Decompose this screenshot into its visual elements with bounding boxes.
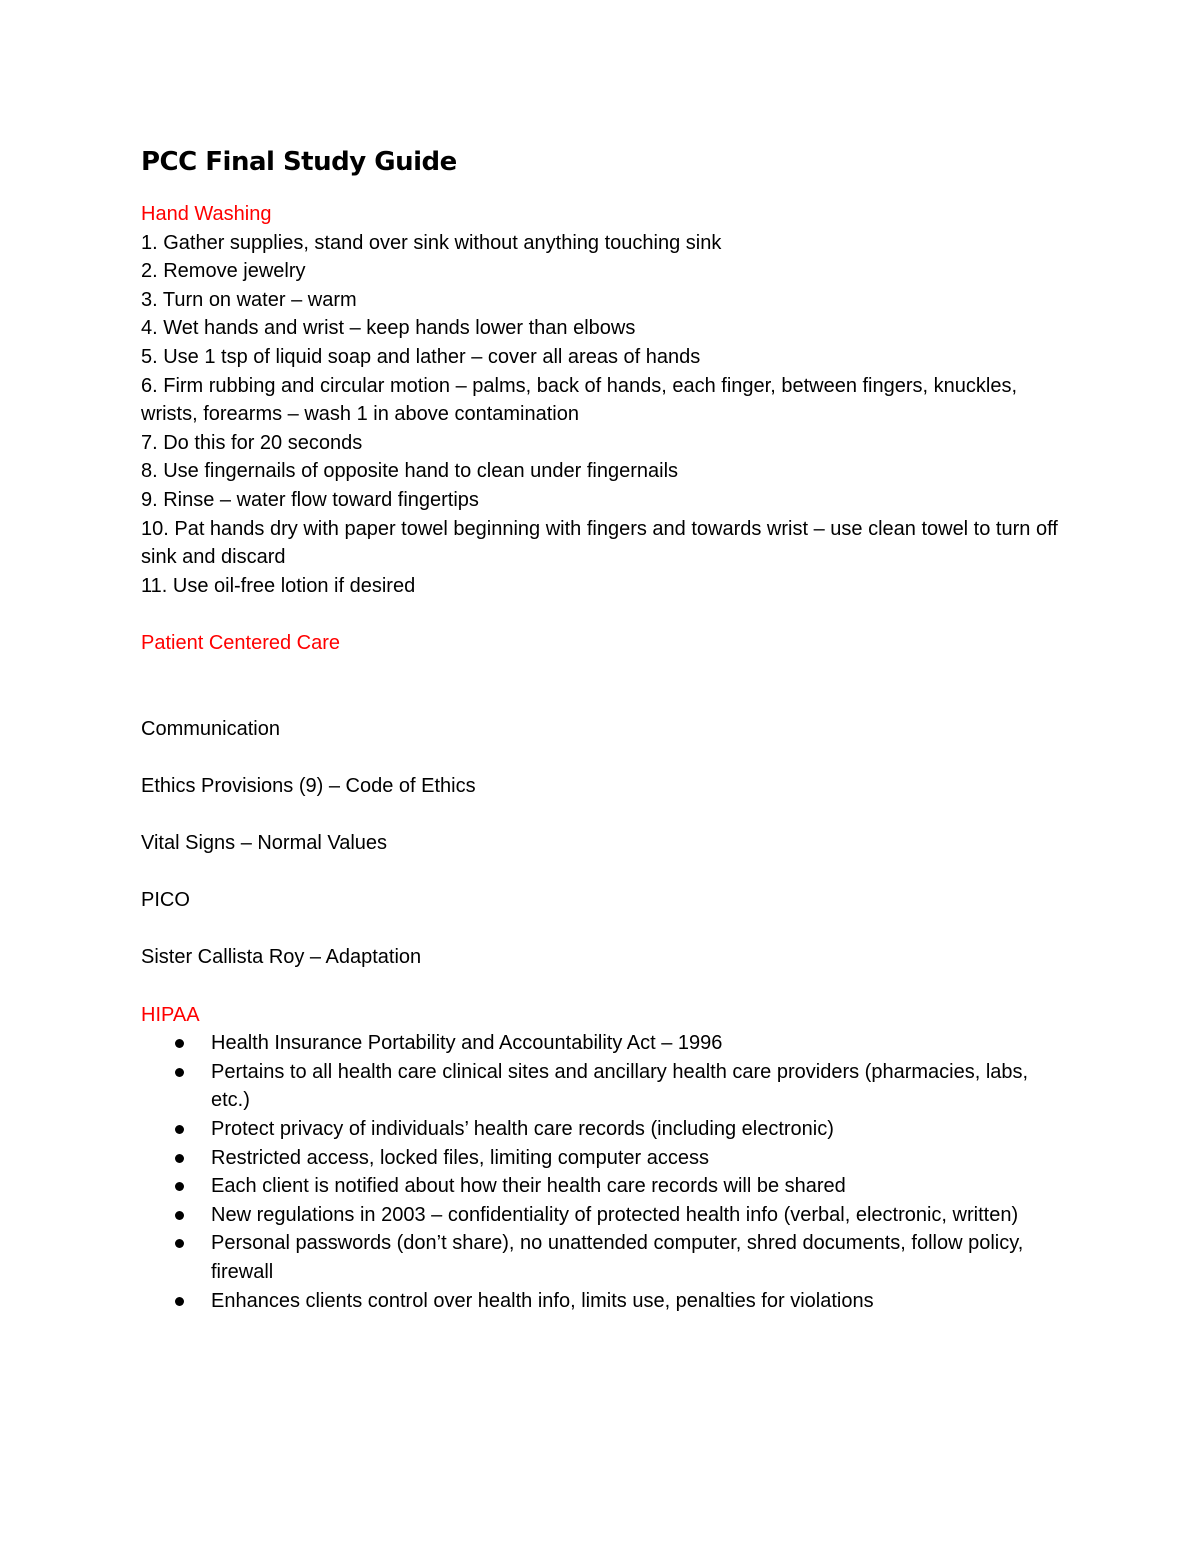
list-item: 4. Wet hands and wrist – keep hands lower than elbows — [141, 317, 636, 340]
list-item-text: Enhances clients control over health info, limits use, penalties for violations — [211, 1289, 874, 1312]
bullet-icon — [175, 1211, 184, 1220]
bullet-icon — [175, 1182, 184, 1191]
list-item-text: Restricted access, locked files, limiting computer access — [211, 1146, 709, 1169]
list-item-text: Personal passwords (don’t share), no unattended computer, shred documents, follow policy, firewall — [211, 1232, 1024, 1283]
list-item: 5. Use 1 tsp of liquid soap and lather – cover all areas of hands — [141, 345, 701, 368]
section-heading-hipaa: HIPAA — [141, 1003, 200, 1026]
list-item — [141, 1058, 1061, 1115]
bullet-icon — [175, 1154, 184, 1163]
topic-pico: PICO — [141, 889, 190, 912]
blank-line — [141, 858, 1061, 887]
list-item: 7. Do this for 20 seconds — [141, 431, 363, 454]
bullet-icon — [175, 1239, 184, 1248]
list-item: 1. Gather supplies, stand over sink without anything touching sink — [141, 231, 722, 254]
list-item — [141, 1144, 1061, 1173]
bullet-icon — [175, 1039, 184, 1048]
blank-line — [141, 972, 1061, 1001]
list-item: 2. Remove jewelry — [141, 260, 306, 283]
blank-line — [141, 600, 1061, 629]
section-heading-hand-washing: Hand Washing — [141, 203, 272, 225]
list-item: 10. Pat hands dry with paper towel beginning with fingers and towards wrist – use clean towel to turn off sink and discard — [141, 517, 1058, 569]
blank-line — [141, 743, 1061, 772]
bullet-icon — [175, 1068, 184, 1077]
blank-line — [141, 915, 1061, 944]
list-item — [141, 1029, 1061, 1058]
topic-communication: Communication — [141, 717, 280, 740]
topic-vital-signs: Vital Signs – Normal Values — [141, 832, 388, 855]
list-item: 9. Rinse – water flow toward fingertips — [141, 488, 479, 511]
list-item — [141, 1172, 1061, 1201]
hand-washing-steps — [141, 229, 1061, 601]
list-item: 8. Use fingernails of opposite hand to clean under fingernails — [141, 460, 679, 483]
list-item-text: Health Insurance Portability and Accountability Act – 1996 — [211, 1032, 723, 1055]
topic-sister-callista-roy: Sister Callista Roy – Adaptation — [141, 946, 422, 969]
bullet-icon — [175, 1297, 184, 1306]
list-item — [141, 1115, 1061, 1144]
list-item-text: Pertains to all health care clinical sites and ancillary health care providers (pharmacies, labs, etc.) — [211, 1060, 1029, 1112]
list-item: 11. Use oil-free lotion if desired — [141, 574, 416, 597]
list-item-text: Each client is notified about how their health care records will be shared — [211, 1175, 846, 1198]
section-heading-patient-centered-care: Patient Centered Care — [141, 631, 341, 654]
section-hipaa — [141, 1001, 1061, 1316]
document-title: PCC Final Study Guide — [141, 147, 457, 177]
blank-line — [141, 800, 1061, 829]
document-page — [141, 142, 1061, 1315]
list-item — [141, 1287, 1061, 1316]
bullet-icon — [175, 1125, 184, 1134]
list-item-text: New regulations in 2003 – confidentiality of protected health info (verbal, electronic, written) — [211, 1203, 1019, 1226]
section-hand-washing — [141, 200, 1061, 600]
list-item-text: Protect privacy of individuals’ health care records (including electronic) — [211, 1118, 834, 1140]
list-item — [141, 1201, 1061, 1230]
blank-line — [141, 658, 1061, 687]
list-item: 6. Firm rubbing and circular motion – palms, back of hands, each finger, between fingers, knuckles, wrists, forearms – wash 1 in above contamination — [141, 374, 1018, 426]
topic-ethics-provisions: Ethics Provisions (9) – Code of Ethics — [141, 774, 476, 797]
list-item — [141, 1229, 1061, 1286]
blank-line — [141, 686, 1061, 715]
hipaa-bullets — [141, 1029, 1061, 1315]
list-item: 3. Turn on water – warm — [141, 288, 357, 311]
